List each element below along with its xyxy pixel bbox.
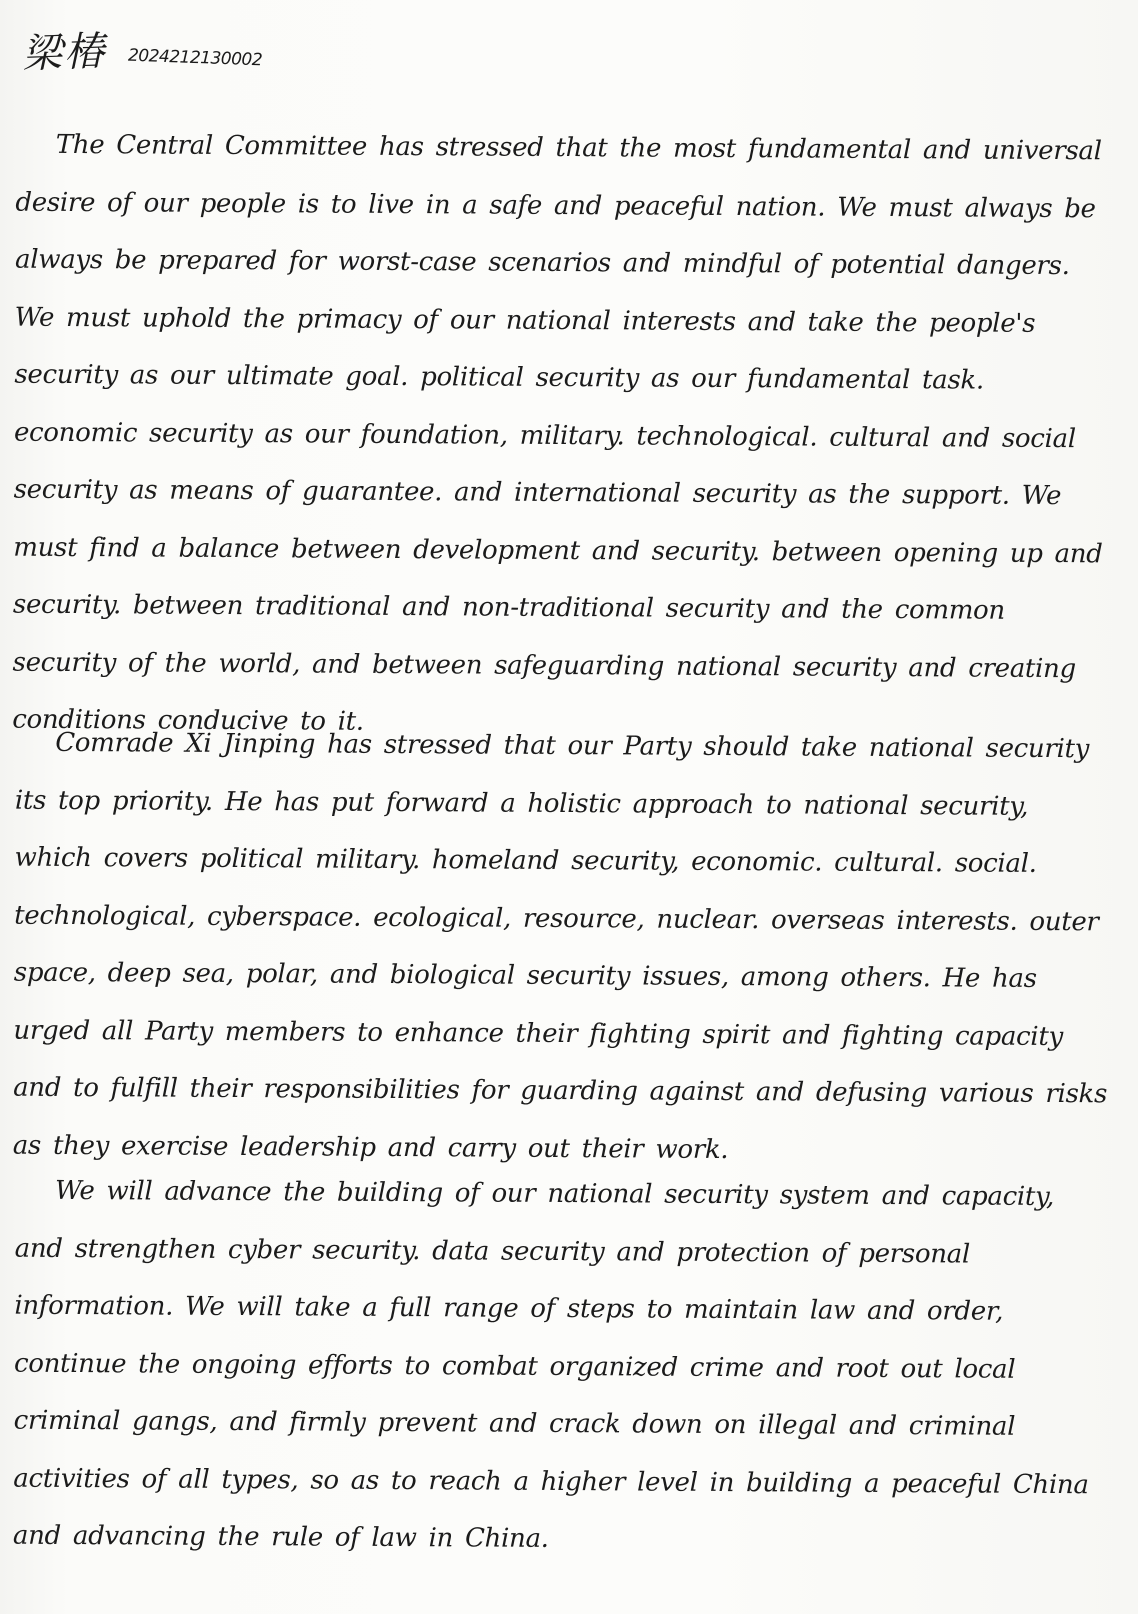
paragraph-1: The Central Committee has stressed that the most fundamental and universal desire of our people is to live in a safe and peaceful nation. We must always be always be prepared for worst-case scenarios and mindful of potential dangers. We must uphold the primacy of our national interests and take the people's security as our ultimate goal. political security as our fundamental task. economic security as our foundation, military. technological. cultural and social security as means of guarantee. and international security as the support. We must find a balance between development and security. between opening up and security. between traditional and non-traditional security and the common security of the world, and between safeguarding national security and creating conditions conducive to it. <box>12 129 1103 737</box>
header <box>22 18 262 78</box>
paragraph-3: We will advance the building of our national security system and capacity, and strengthen cyber security. data security and protection of personal information. We will take a full range of steps to maintain law and order, continue the ongoing efforts to combat organized crime and root out local criminal gangs, and firmly prevent and crack down on illegal and criminal activities of all types, so as to reach a higher level in building a peaceful China and advancing the rule of law in China. <box>12 1175 1089 1554</box>
paragraph-2: Comrade Xi Jinping has stressed that our Party should take national security its top priority. He has put forward a holistic approach to national security, which covers political military. homeland security, economic. cultural. social. technological, cyberspace. ecological, resource, nuclear. overseas interests. outer space, deep sea, polar, and biological security issues, among others. He has urged all Party members to enhance their fighting spirit and fighting capacity and to fulfill their responsibilities for guarding against and defusing various risks as they exercise leadership and carry out their work. <box>12 727 1108 1165</box>
author-name: 梁椿 <box>21 28 107 78</box>
student-id: 2024212130002 <box>127 45 263 71</box>
